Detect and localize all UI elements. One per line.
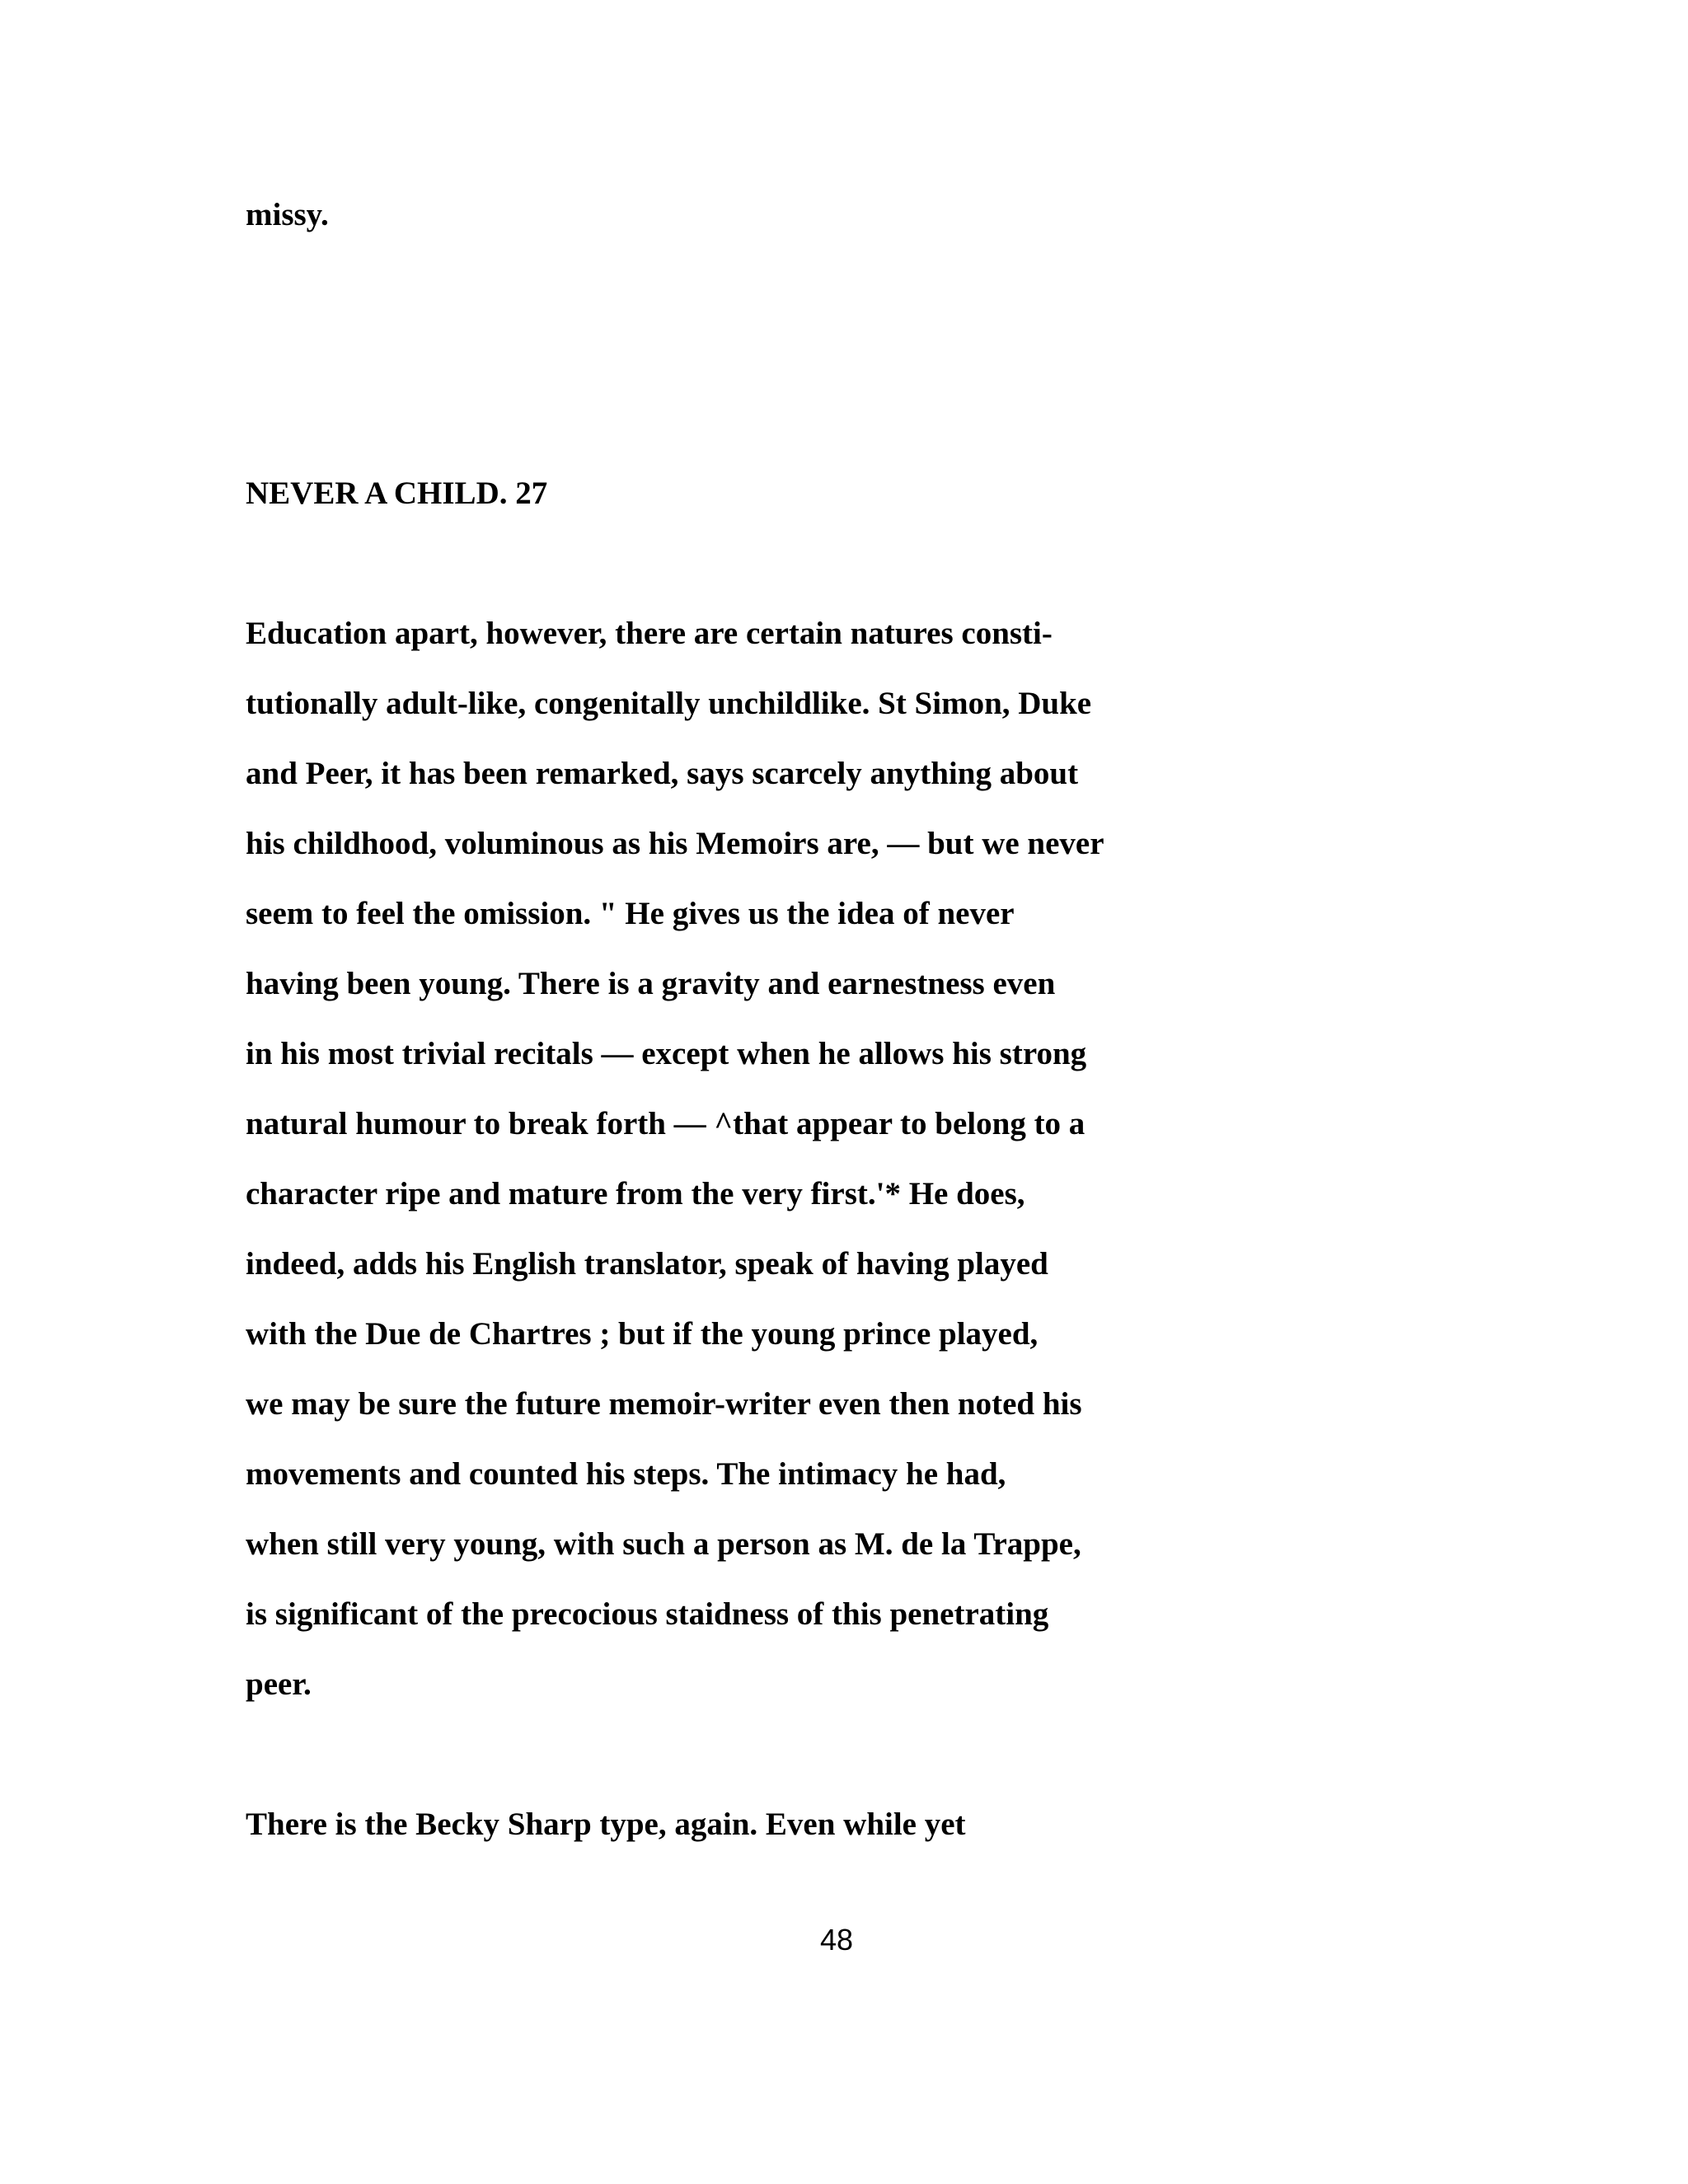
text-line: There is the Becky Sharp type, again. Even while yet [246,1807,966,1842]
text-line: Education apart, however, there are certain natures consti- [246,616,1053,651]
text-line: natural humour to break forth — ^that appear to belong to a [246,1106,1085,1141]
text-line: when still very young, with such a person as M. de la Trappe, [246,1526,1081,1562]
page-number: 48 [819,1923,854,1957]
text-line: character ripe and mature from the very first.'* He does, [246,1176,1025,1212]
text-line: is significant of the precocious staidness of this penetrating [246,1596,1049,1632]
running-head: NEVER A CHILD. 27 [246,476,548,511]
text-line: movements and counted his steps. The intimacy he had, [246,1456,1006,1492]
text-line: we may be sure the future memoir-writer even then noted his [246,1386,1082,1422]
text-line: seem to feel the omission. " He gives us the idea of never [246,896,1015,931]
text-line: indeed, adds his English translator, speak of having played [246,1246,1048,1282]
text-line: with the Due de Chartres ; but if the young prince played, [246,1316,1039,1352]
fragment-line: missy. [246,197,329,232]
text-line: having been young. There is a gravity and earnestness even [246,966,1056,1001]
text-line: and Peer, it has been remarked, says scarcely anything about [246,756,1079,791]
text-line: in his most trivial recitals — except when he allows his strong [246,1036,1087,1071]
text-line: his childhood, voluminous as his Memoirs are, — but we never [246,826,1104,861]
text-line: tutionally adult-like, congenitally unchildlike. St Simon, Duke [246,686,1092,721]
text-line: peer. [246,1666,312,1702]
